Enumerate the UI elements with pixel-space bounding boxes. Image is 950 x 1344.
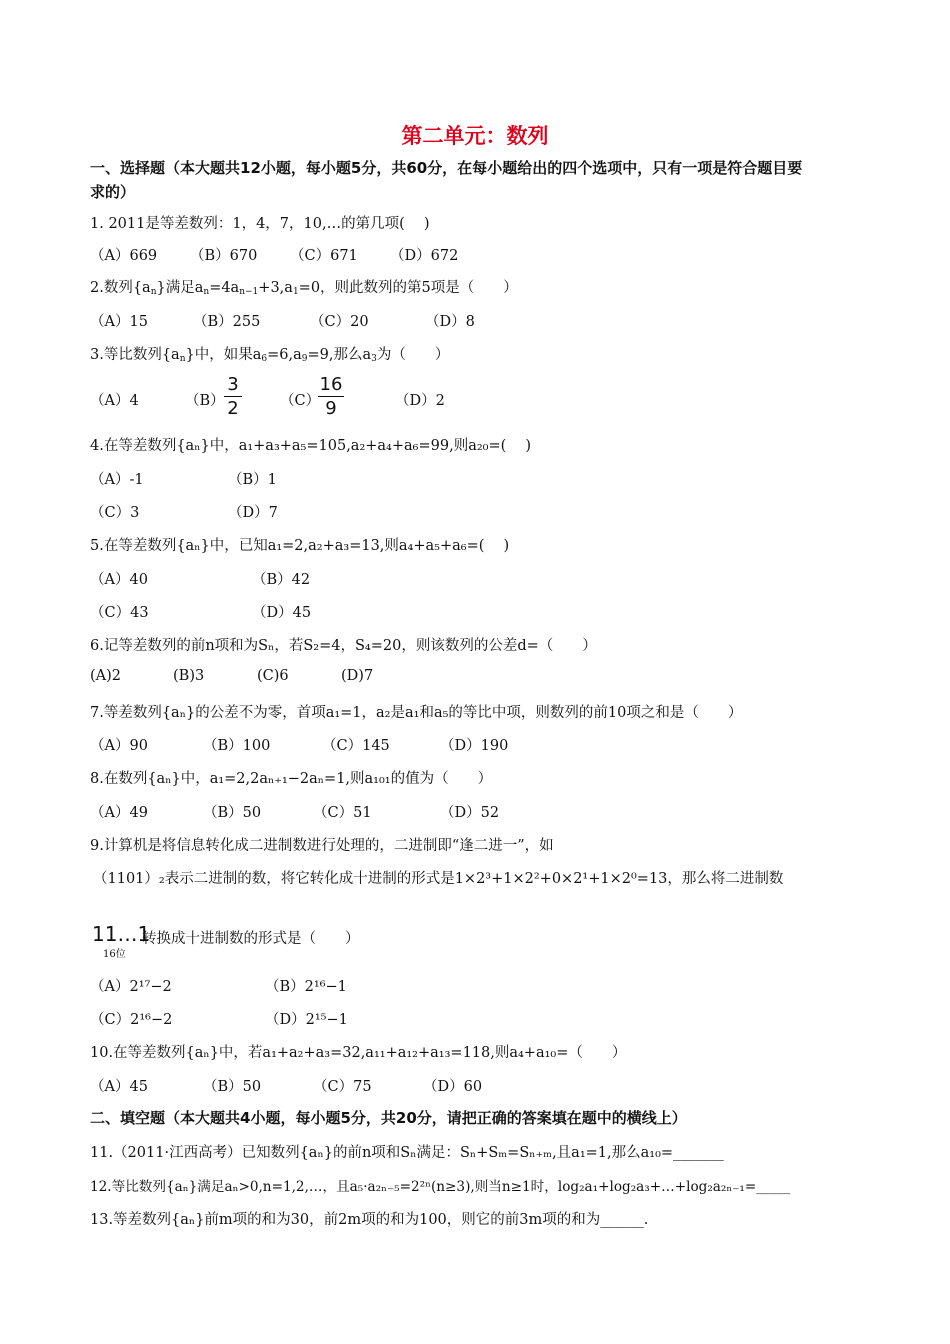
question-12: 12.等比数列{aₙ}满足aₙ>0,n=1,2,…，且a₅·a₂ₙ₋₅=2²ⁿ(n≥3),则当n≥1时，log₂a₁+log₂a₃+…+log₂a₂ₙ₋₁=_____ (90, 1179, 791, 1195)
question-2-option-b: （B）255 (193, 314, 261, 330)
question-10-option-d: （D）60 (423, 1079, 483, 1095)
question-8-option-c: （C）51 (313, 805, 372, 821)
question-5-option-b: （B）42 (252, 572, 311, 588)
question-3-option-b: （B） (185, 393, 225, 409)
question-3-option-a: （A）4 (90, 393, 139, 409)
question-9-line-3: 转换成十进制数的形式是（ ） (142, 931, 360, 947)
fraction-sixteen-ninths: 16 9 (319, 374, 343, 419)
question-6-option-b: (B)3 (173, 668, 205, 684)
question-1-option-d: （D）672 (390, 248, 459, 264)
question-9-option-b: （B）2¹⁶−1 (265, 979, 347, 995)
question-2-option-d: （D）8 (425, 314, 475, 330)
question-3-option-c: （C） (280, 393, 321, 409)
question-4-option-c: （C）3 (90, 505, 140, 521)
question-11: 11.（2011·江西高考）已知数列{aₙ}的前n项和Sₙ满足：Sₙ+Sₘ=Sₙ₊ₘ,且a₁=1,那么a₁₀=_______ (90, 1145, 724, 1161)
question-7-option-c: （C）145 (322, 738, 390, 754)
question-5-stem: 5.在等差数列{aₙ}中，已知a₁=2,a₂+a₃=13,则a₄+a₅+a₆=( ) (90, 538, 510, 554)
question-4-option-b: （B）1 (228, 472, 277, 488)
question-1-option-c: （C）671 (290, 248, 358, 264)
fraction-three-halves: 3 2 (224, 374, 242, 419)
section-1-heading-line1: 一、选择题（本大题共12小题，每小题5分，共60分，在每小题给出的四个选项中，只有一项是符合题目要 (90, 159, 803, 177)
question-13: 13.等差数列{aₙ}前m项的和为30，前2m项的和为100，则它的前3m项的和为______. (90, 1212, 649, 1228)
question-10-option-a: （A）45 (90, 1079, 148, 1095)
question-1-option-b: （B）670 (190, 248, 258, 264)
question-8-option-a: （A）49 (90, 805, 148, 821)
question-1-option-a: （A）669 (90, 248, 158, 264)
question-10-option-c: （C）75 (313, 1079, 372, 1095)
question-2-option-c: （C）20 (310, 314, 369, 330)
page-title: 第二单元：数列 (401, 124, 549, 148)
section-2-heading: 二、填空题（本大题共4小题，每小题5分，共20分，请把正确的答案填在题中的横线上） (90, 1109, 687, 1127)
question-7-option-d: （D）190 (440, 738, 509, 754)
question-4-stem: 4.在等差数列{aₙ}中，a₁+a₃+a₅=105,a₂+a₄+a₆=99,则a₂₀=( ) (90, 438, 532, 454)
question-9-option-d: （D）2¹⁵−1 (265, 1012, 348, 1028)
question-8-option-d: （D）52 (440, 805, 500, 821)
question-6-stem: 6.记等差数列的前n项和为Sₙ，若S₂=4，S₄=20，则该数列的公差d=（ ） (90, 638, 597, 654)
question-8-option-b: （B）50 (203, 805, 262, 821)
question-5-option-c: （C）43 (90, 605, 149, 621)
binary-number: 11…1 (92, 922, 151, 946)
question-7-option-a: （A）90 (90, 738, 148, 754)
section-1-heading-line2: 求的） (90, 183, 136, 201)
question-3-option-d: （D）2 (395, 393, 445, 409)
question-9-option-a: （A）2¹⁷−2 (90, 979, 172, 995)
question-5-option-a: （A）40 (90, 572, 148, 588)
question-9-option-c: （C）2¹⁶−2 (90, 1012, 173, 1028)
question-1-stem: 1. 2011是等差数列：1，4，7，10,…的第几项( ) (90, 216, 430, 232)
question-10-stem: 10.在等差数列{aₙ}中，若a₁+a₂+a₃=32,a₁₁+a₁₂+a₁₃=118,则a₄+a₁₀=（ ） (90, 1045, 627, 1061)
question-9-line-2: （1101）₂表示二进制的数，将它转化成十进制的形式是1×2³+1×2²+0×2¹+1×2⁰=13，那么将二进制数 (93, 871, 784, 887)
question-4-option-a: （A）-1 (90, 472, 144, 488)
question-4-option-d: （D）7 (228, 505, 278, 521)
question-5-option-d: （D）45 (252, 605, 312, 621)
question-2-option-a: （A）15 (90, 314, 148, 330)
binary-digit-count-label: 16位 (103, 949, 126, 960)
question-9-line-1: 9.计算机是将信息转化成二进制数进行处理的，二进制即“逢二进一”，如 (90, 838, 554, 854)
question-2-stem: 2.数列$\{a_n\}$满足$a_n=4a_{n-1}+3,a_1=0$，则此数列的第5项是（ ） (90, 280, 518, 297)
question-7-stem: 7.等差数列{aₙ}的公差不为零，首项a₁=1，a₂是a₁和a₅的等比中项，则数列的前10项之和是（ ） (90, 705, 743, 721)
question-6-option-a: (A)2 (90, 668, 122, 684)
question-8-stem: 8.在数列{aₙ}中，a₁=2,2aₙ₊₁−2aₙ=1,则a₁₀₁的值为（ ） (90, 771, 493, 787)
question-3-stem: 3.等比数列$\{a_n\}$中，如果$a_6=6,a_9=9$,那么$a_3$为（ ） (90, 347, 450, 364)
question-6-option-c: (C)6 (257, 668, 289, 684)
question-7-option-b: （B）100 (203, 738, 271, 754)
question-6-option-d: (D)7 (341, 668, 374, 684)
question-10-option-b: （B）50 (203, 1079, 262, 1095)
